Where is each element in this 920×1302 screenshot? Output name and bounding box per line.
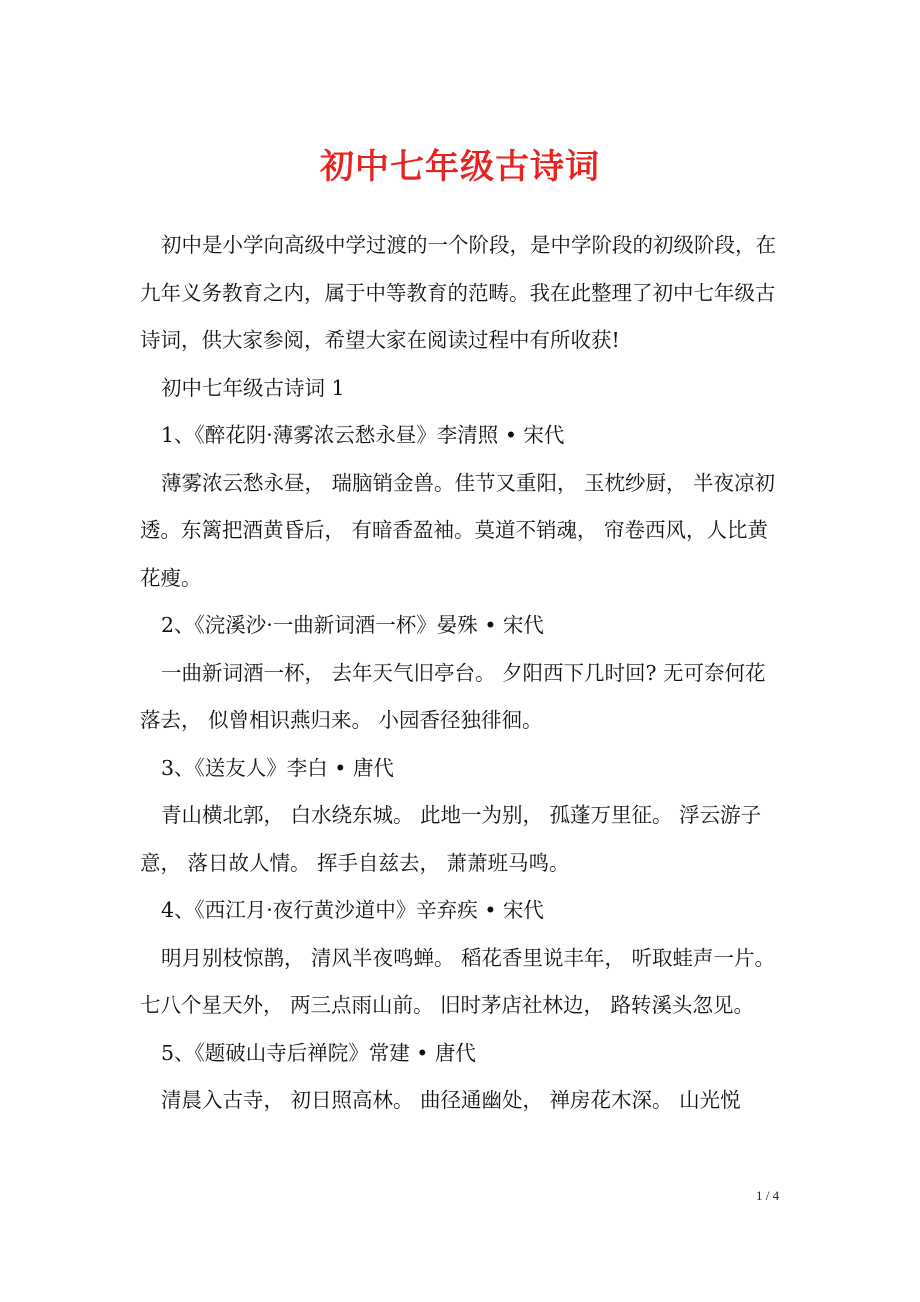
poem-text-3: 青山横北郭， 白水绕东城。 此地一为别， 孤蓬万里征。 浮云游子意， 落日故人情。 挥手自兹去， 萧萧班马鸣。 — [140, 803, 762, 875]
poem-text-4: 明月别枝惊鹊， 清风半夜鸣蝉。 稻花香里说丰年， 听取蛙声一片。 七八个星天外， 两三点雨山前。 旧时茅店社林边， 路转溪头忽见。 — [140, 945, 782, 1017]
poem-title-4: 4、《西江月·夜行黄沙道中》辛弃疾 • 宋代 — [161, 898, 544, 922]
intro-paragraph: 初中是小学向高级中学过渡的一个阶段，是中学阶段的初级阶段，在九年义务教育之内，属于中等教育的范畴。我在此整理了初中七年级古诗词，供大家参阅，希望大家在阅读过程中有所收获! — [140, 233, 776, 352]
document-body — [140, 222, 782, 1125]
page-number: 1 / 4 — [756, 1188, 780, 1203]
poem-title-2: 2、《浣溪沙·一曲新词酒一杯》晏殊 • 宋代 — [161, 613, 544, 637]
poem-title-5: 5、《题破山寺后禅院》常建 • 唐代 — [161, 1040, 476, 1065]
poem-title-3: 3、《送友人》李白 • 唐代 — [161, 755, 394, 780]
document-title: 初中七年级古诗词 — [320, 147, 600, 187]
poem-text-2: 一曲新词酒一杯， 去年天气旧亭台。 夕阳西下几时回? 无可奈何花落去， 似曾相识燕归来。 小园香径独徘徊。 — [140, 660, 766, 732]
poem-text-5: 清晨入古寺， 初日照高林。 曲径通幽处， 禅房花木深。 山光悦 — [161, 1088, 741, 1112]
poem-title-1: 1、《醉花阴·薄雾浓云愁永昼》李清照 • 宋代 — [161, 423, 565, 447]
poem-text-1: 薄雾浓云愁永昼， 瑞脑销金兽。佳节又重阳， 玉枕纱厨， 半夜凉初透。东篱把酒黄昏后， 有暗香盈袖。莫道不销魂， 帘卷西风，人比黄花瘦。 — [140, 470, 776, 590]
section-heading: 初中七年级古诗词 1 — [161, 375, 345, 400]
